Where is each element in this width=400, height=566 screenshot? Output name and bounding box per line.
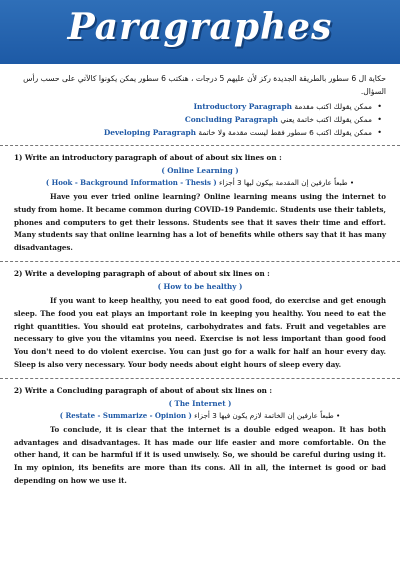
section-introductory xyxy=(14,152,386,255)
section-concluding xyxy=(14,385,386,488)
list-item xyxy=(14,100,372,113)
bullet-ar-text: ممكن يقولك اكتب مقدمة xyxy=(294,102,372,111)
section-title: 2) Write a developing paragraph of about of about six lines on : xyxy=(14,268,270,278)
hint-ar-text: طبعاً عارفين إن المقدمة بيكون ليها 3 أجزاء xyxy=(218,178,348,187)
list-item xyxy=(14,126,372,139)
section-topic: ( The Internet ) xyxy=(168,398,232,408)
section-hint: • طبعاً عارفين إن المقدمة بيكون ليها 3 أجزاء ( Hook - Background Information - Thesis ) xyxy=(45,178,355,187)
section-topic: ( How to be healthy ) xyxy=(157,281,243,291)
document-body xyxy=(14,72,386,488)
bullet-ar-text: ممكن يقولك اكتب خاتمة يعني xyxy=(280,115,372,124)
section-paragraph: If you want to keep healthy, you need to eat good food, do exercise and get enough sleep. The food you eat plays an important role in keeping you healthy. You need to eat the right quantities. You should eat proteins, carbohydrates and fats. Fruit and vegetables are necessary to give you the vitamins you need. Exercise is not less important than good food You don't need to do violent exercise. You can just go for a walk for half an hour every day. Sleep is also very necessary. Your body needs about eight hours of sleep every day. xyxy=(14,295,386,369)
section-divider xyxy=(0,261,400,262)
section-paragraph: Have you ever tried online learning? Online learning means using the internet to study from home. It became common during COVID-19 Pandemic. Students use their tablets, phones and computers to get their lessons. Students see that it saves their time and effort. Many students say that online learning has a lot of benefits while others say that it has many disadvantages. xyxy=(14,192,386,253)
paragraph-types-list xyxy=(14,100,386,139)
page-title: Paragraphes xyxy=(67,6,333,48)
bullet-ar-text: ممكن يقولك اكتب 6 سطور فقط ليست مقدمة ولا خاتمة xyxy=(198,128,372,137)
section-divider xyxy=(0,145,400,146)
intro-instructions: حكاية ال 6 سطور بالطريقة الجديدة ركز لأن عليهم 5 درجات ، هنكتب 6 سطور يمكن يكونوا كالآتي على حسب رأس السؤال. xyxy=(23,74,386,96)
section-title: 1) Write an introductory paragraph of about of about six lines on : xyxy=(14,153,282,162)
list-item xyxy=(14,113,372,126)
section-topic: ( Online Learning ) xyxy=(161,166,239,175)
bullet-en-term: Introductory Paragraph xyxy=(193,102,292,111)
bullet-en-term: Developing Paragraph xyxy=(103,128,197,137)
section-hint: • طبعاً عارفين إن الخاتمة لازم يكون فيها 3 أجزاء ( Restate - Summarize - Opinion ) xyxy=(59,410,341,420)
section-developing xyxy=(14,268,386,372)
section-divider xyxy=(0,378,400,379)
hint-en-text: ( Hook - Background Information - Thesis ) xyxy=(45,178,217,187)
hint-ar-text: طبعاً عارفين إن الخاتمة لازم يكون فيها 3 أجزاء xyxy=(194,410,334,420)
bullet-en-term: Concluding Paragraph xyxy=(184,115,279,124)
section-title: 2) Write a Concluding paragraph of about of about six lines on : xyxy=(14,385,273,395)
section-paragraph: To conclude, it is clear that the internet is a double edged weapon. It has both advantages and disadvantages. It has made our life easier and more comfortable. On the other hand, it can be harmful if it is used unwisely. So, we should be careful during using it. In my opinion, its benefits are more than its cons. All in all, the internet is good or bad depending on how we use it. xyxy=(14,424,386,485)
title-banner xyxy=(0,0,400,64)
hint-en-text: ( Restate - Summarize - Opinion ) xyxy=(59,410,192,420)
